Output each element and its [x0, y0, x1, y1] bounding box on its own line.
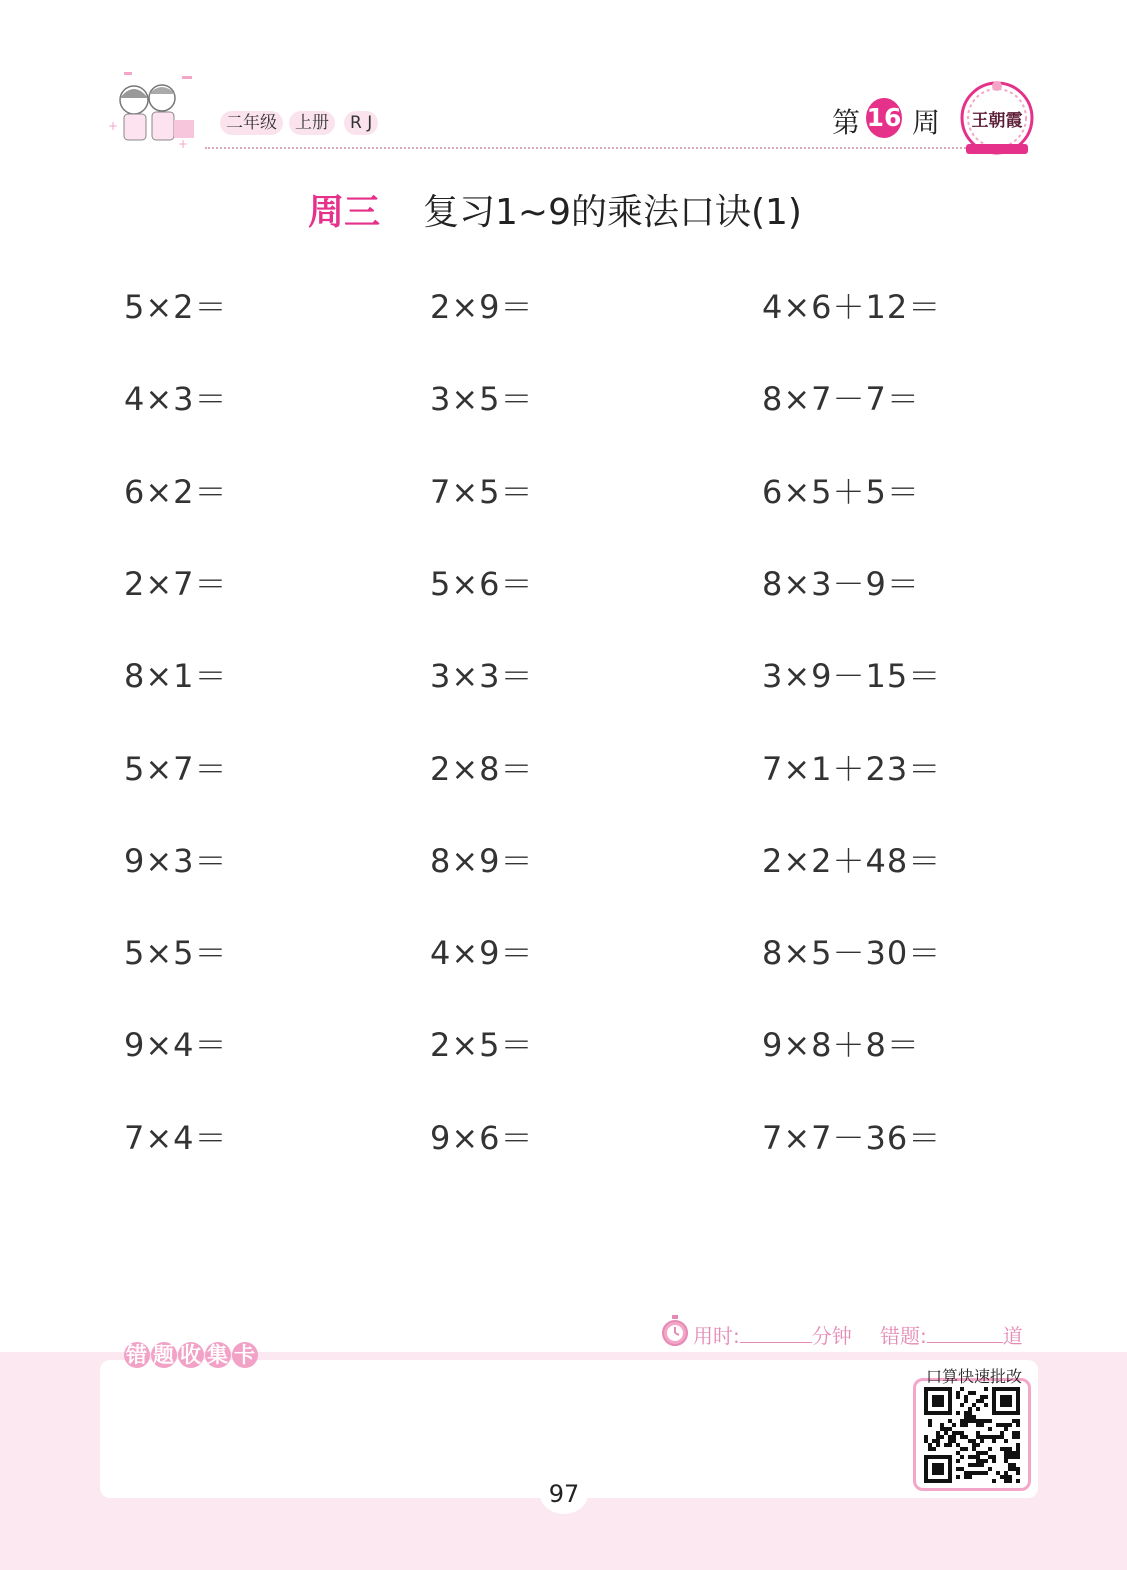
problem-item: 7×4＝ [124, 1119, 228, 1157]
error-card-label [124, 1340, 259, 1370]
problem-item: 9×8＋8＝ [762, 1026, 920, 1064]
problem-item: 7×5＝ [430, 473, 534, 511]
problem-item: 4×3＝ [124, 380, 228, 418]
error-label: 错题: [880, 1324, 927, 1348]
card-label-char: 集 [207, 1343, 229, 1367]
problem-item: 8×9＝ [430, 842, 534, 880]
card-label-char: 卡 [234, 1343, 256, 1367]
problem-item: 9×6＝ [430, 1119, 534, 1157]
svg-text:+: + [108, 119, 119, 133]
title-day: 周三 [308, 192, 381, 233]
problem-item: 2×7＝ [124, 565, 228, 603]
error-blank[interactable] [927, 1324, 1003, 1343]
problem-item: 9×3＝ [124, 842, 228, 880]
week-prefix: 第 [832, 106, 861, 139]
week-suffix: 周 [912, 106, 941, 139]
problem-item: 5×7＝ [124, 750, 228, 788]
brand-seal-icon [958, 78, 1036, 160]
problem-item: 6×2＝ [124, 473, 228, 511]
time-label: 用时: [693, 1324, 740, 1348]
problem-item: 8×3－9＝ [762, 565, 920, 603]
header-divider [205, 147, 977, 149]
problem-item: 5×5＝ [124, 934, 228, 972]
qr-caption: 口算快速批改 [926, 1367, 1023, 1386]
problem-item: 2×8＝ [430, 750, 534, 788]
page-title: 复习1~9的乘法口诀(1) [423, 192, 802, 233]
volume-tag: 上册 [289, 111, 335, 135]
kids-illustration-icon [104, 70, 204, 156]
card-label-char: 收 [180, 1343, 202, 1367]
problem-item: 8×1＝ [124, 657, 228, 695]
time-blank[interactable] [740, 1324, 812, 1343]
problem-item: 5×6＝ [430, 565, 534, 603]
time-stat [693, 1320, 852, 1349]
card-label-char: 错 [126, 1343, 148, 1367]
problem-item: 2×9＝ [430, 288, 534, 326]
problem-item: 4×6＋12＝ [762, 288, 942, 326]
problem-item: 3×5＝ [430, 380, 534, 418]
problem-item: 3×3＝ [430, 657, 534, 695]
problem-item: 2×2＋48＝ [762, 842, 942, 880]
problem-item: 3×9－15＝ [762, 657, 942, 695]
svg-text:+: + [178, 137, 189, 151]
time-unit: 分钟 [811, 1324, 852, 1348]
problem-item: 4×9＝ [430, 934, 534, 972]
problem-item: 6×5＋5＝ [762, 473, 920, 511]
problem-item: 7×7－36＝ [762, 1119, 942, 1157]
edition-tag: R J [344, 111, 378, 135]
error-stat [880, 1320, 1023, 1349]
page-number: 97 [548, 1480, 580, 1508]
stopwatch-icon [660, 1314, 690, 1348]
problem-item: 8×7－7＝ [762, 380, 920, 418]
grade-tag: 二年级 [220, 111, 283, 135]
card-label-char: 题 [153, 1343, 175, 1367]
qr-code-icon[interactable] [924, 1387, 1020, 1483]
problem-item: 2×5＝ [430, 1026, 534, 1064]
problem-item: 5×2＝ [124, 288, 228, 326]
problem-item: 8×5－30＝ [762, 934, 942, 972]
error-unit: 道 [1002, 1324, 1023, 1348]
svg-text:王朝霞: 王朝霞 [971, 111, 1023, 131]
problem-item: 7×1＋23＝ [762, 750, 942, 788]
week-number-badge: 16 [866, 98, 902, 138]
problem-item: 9×4＝ [124, 1026, 228, 1064]
